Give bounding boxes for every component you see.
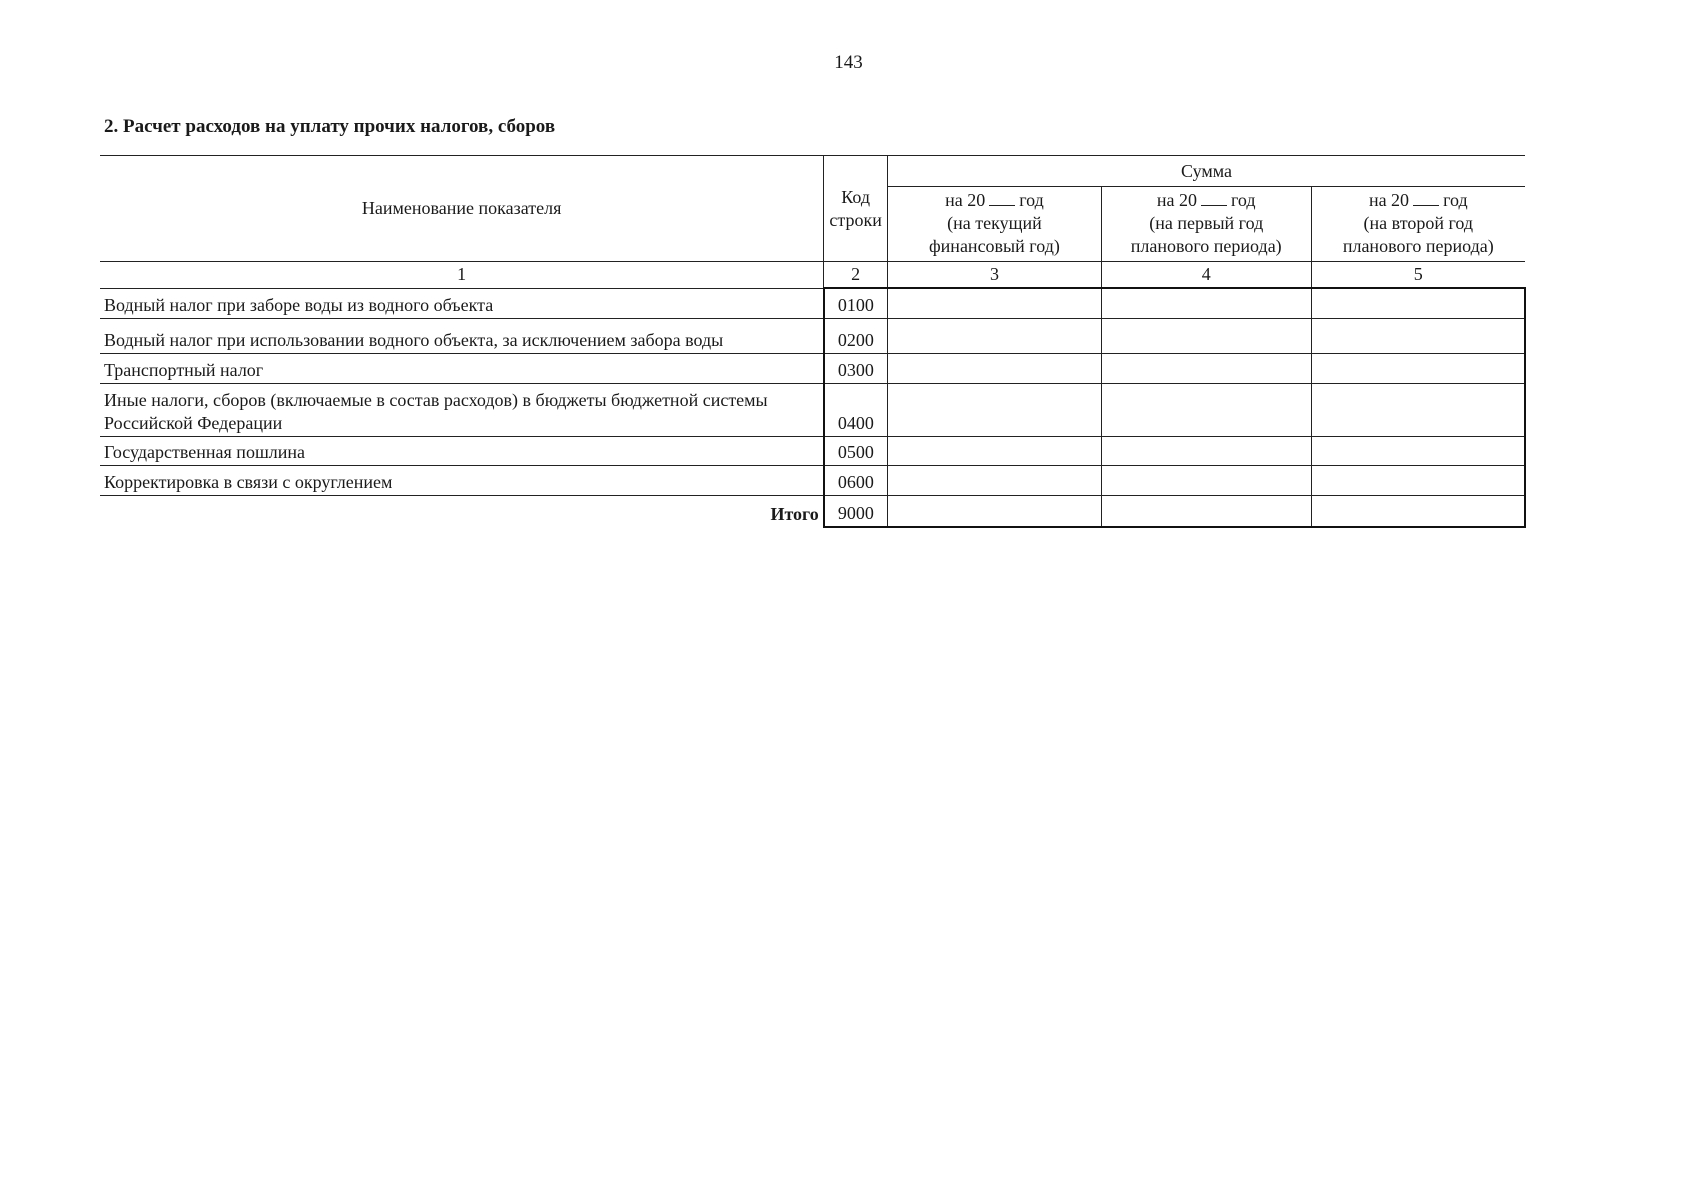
period-line3: финансовый год) — [929, 236, 1060, 256]
column-number-row — [100, 262, 1525, 289]
table-row — [100, 353, 1525, 383]
column-number: 5 — [1311, 262, 1525, 289]
header-code-line2: строки — [829, 209, 882, 230]
header-indicator-name: Наименование показателя — [100, 156, 824, 262]
total-cell-current[interactable] — [888, 495, 1102, 527]
period-prefix: на 20 — [1156, 190, 1197, 210]
section-title: 2. Расчет расходов на уплату прочих налогов, сборов — [104, 116, 556, 137]
period-prefix: на 20 — [1368, 190, 1410, 210]
header-row-code — [824, 156, 888, 262]
table-row — [100, 465, 1525, 495]
row-code: 0200 — [824, 318, 888, 353]
value-cell-first-plan[interactable] — [1101, 465, 1311, 495]
total-row — [100, 495, 1525, 527]
table-row — [100, 436, 1525, 465]
period-suffix: год — [1231, 190, 1256, 210]
row-name: Корректировка в связи с округлением — [100, 465, 824, 495]
value-cell-current[interactable] — [888, 383, 1102, 436]
row-name: Иные налоги, сборов (включаемые в состав расходов) в бюджеты бюджетной системы Российской Федерации — [100, 383, 824, 436]
value-cell-first-plan[interactable] — [1101, 353, 1311, 383]
row-name: Водный налог при заборе воды из водного объекта — [100, 288, 824, 318]
total-cell-second-plan[interactable] — [1311, 495, 1525, 527]
row-name: Транспортный налог — [100, 353, 824, 383]
value-cell-first-plan[interactable] — [1101, 436, 1311, 465]
period-line2: (на первый год — [1149, 213, 1264, 233]
header-period-current — [888, 187, 1102, 262]
header-period-first-plan — [1101, 187, 1311, 262]
row-code: 0600 — [824, 465, 888, 495]
column-number: 3 — [888, 262, 1102, 289]
total-cell-first-plan[interactable] — [1101, 495, 1311, 527]
table-header-row — [100, 156, 1525, 187]
value-cell-second-plan[interactable] — [1311, 318, 1525, 353]
total-label: Итого — [770, 504, 819, 524]
value-cell-second-plan[interactable] — [1311, 353, 1525, 383]
page-number: 143 — [834, 52, 863, 73]
period-suffix: год — [1443, 190, 1468, 210]
value-cell-first-plan[interactable] — [1101, 318, 1311, 353]
period-line2: (на текущий — [947, 213, 1042, 233]
table-row — [100, 288, 1525, 318]
header-sum: Сумма — [888, 156, 1525, 187]
value-cell-current[interactable] — [888, 318, 1102, 353]
row-name: Водный налог при использовании водного объекта, за исключением забора воды — [100, 318, 824, 353]
value-cell-second-plan[interactable] — [1311, 383, 1525, 436]
row-code: 0100 — [824, 288, 888, 318]
column-number: 4 — [1101, 262, 1311, 289]
value-cell-current[interactable] — [888, 436, 1102, 465]
year-blank — [989, 189, 1015, 206]
total-code: 9000 — [824, 495, 888, 527]
header-code-line1: Код — [841, 186, 871, 207]
tax-calculation-table — [100, 155, 1526, 528]
period-suffix: год — [1019, 190, 1044, 210]
period-line2: (на второй год — [1363, 213, 1474, 233]
year-blank — [1201, 189, 1227, 206]
row-code: 0400 — [824, 383, 888, 436]
value-cell-current[interactable] — [888, 465, 1102, 495]
column-number: 1 — [100, 262, 824, 289]
period-prefix: на 20 — [945, 190, 986, 210]
value-cell-second-plan[interactable] — [1311, 288, 1525, 318]
value-cell-second-plan[interactable] — [1311, 465, 1525, 495]
table-row — [100, 318, 1525, 353]
value-cell-first-plan[interactable] — [1101, 383, 1311, 436]
value-cell-second-plan[interactable] — [1311, 436, 1525, 465]
table-row — [100, 383, 1525, 436]
year-blank — [1413, 189, 1439, 206]
header-period-second-plan — [1311, 187, 1525, 262]
row-name: Государственная пошлина — [100, 436, 824, 465]
value-cell-first-plan[interactable] — [1101, 288, 1311, 318]
column-number: 2 — [824, 262, 888, 289]
period-line3: планового периода) — [1342, 236, 1494, 256]
row-code: 0500 — [824, 436, 888, 465]
row-code: 0300 — [824, 353, 888, 383]
period-line3: планового периода) — [1130, 236, 1282, 256]
value-cell-current[interactable] — [888, 353, 1102, 383]
value-cell-current[interactable] — [888, 288, 1102, 318]
